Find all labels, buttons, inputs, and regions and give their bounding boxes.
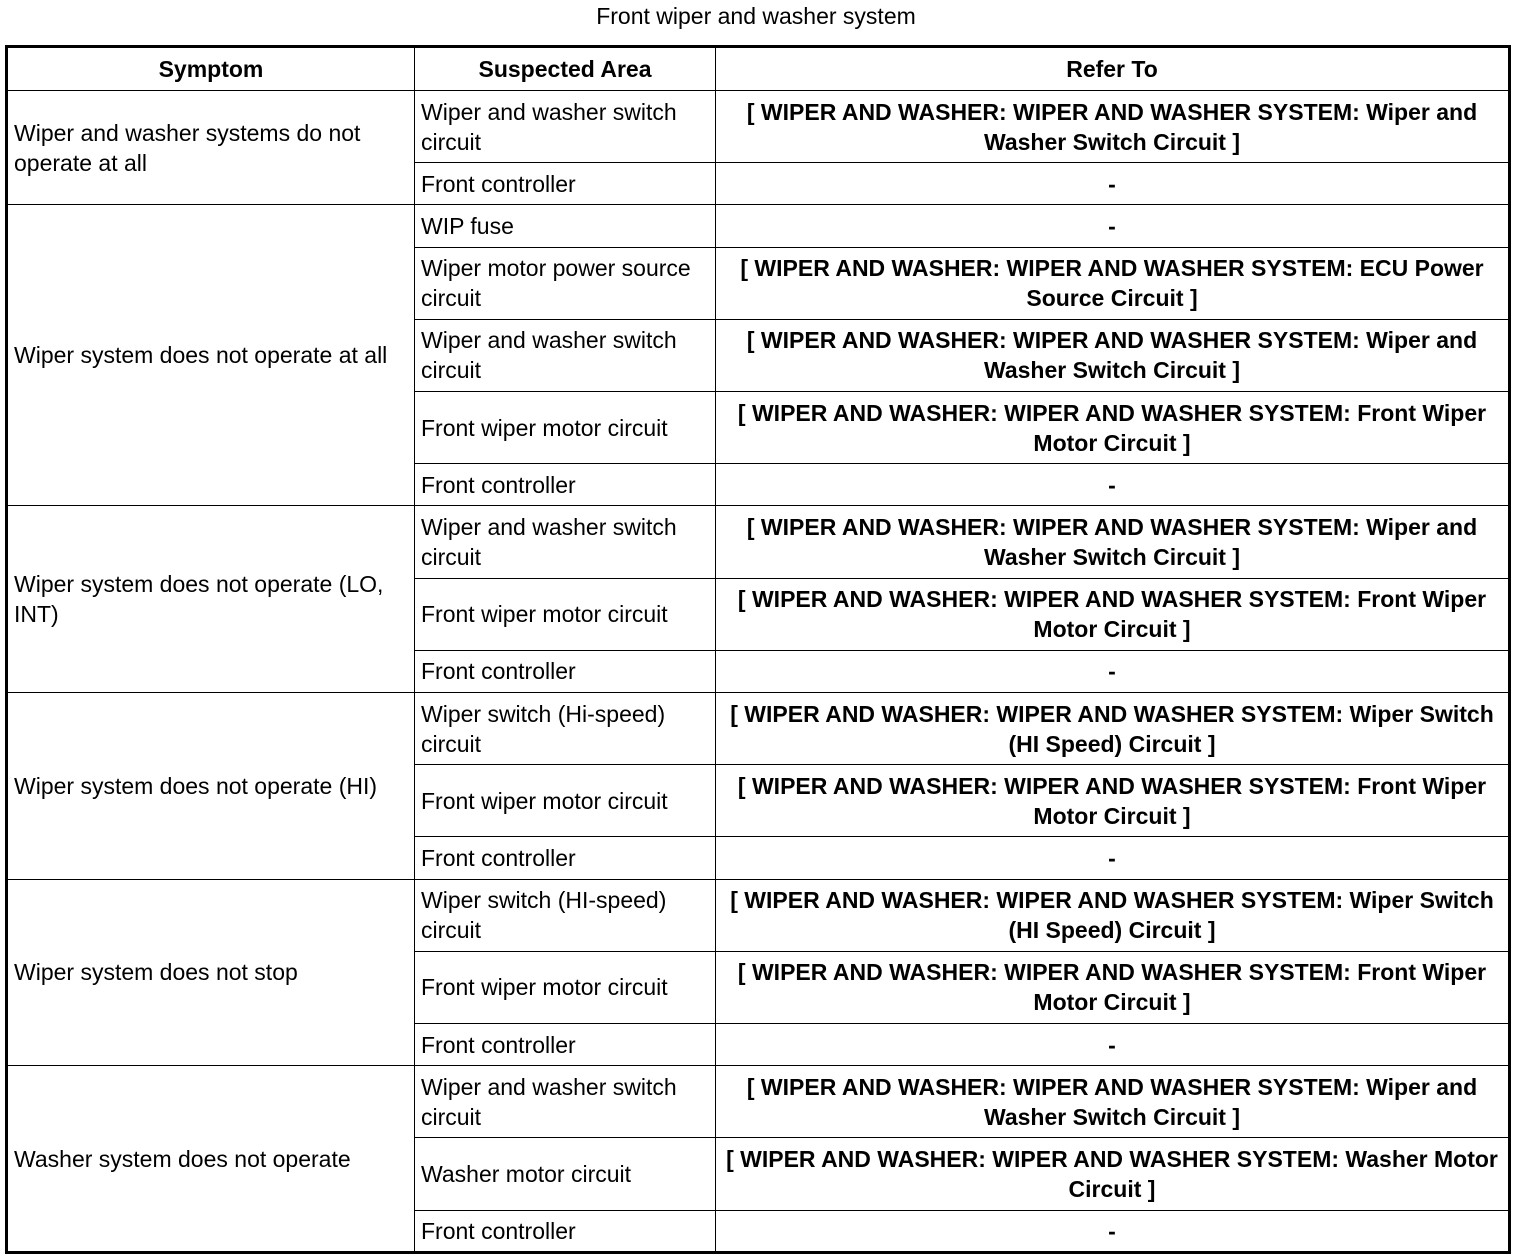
refer-to-cell: - — [716, 1024, 1510, 1066]
suspected-area-cell: WIP fuse — [415, 205, 716, 247]
suspected-area-cell: Wiper and washer switch circuit — [415, 319, 716, 391]
suspected-area-cell: Wiper and washer switch circuit — [415, 91, 716, 163]
suspected-area-cell: Front wiper motor circuit — [415, 578, 716, 650]
refer-to-cell: [ WIPER AND WASHER: WIPER AND WASHER SYSTEM: Front Wiper Motor Circuit ] — [716, 578, 1510, 650]
header-refer-to: Refer To — [716, 47, 1510, 91]
suspected-area-cell: Wiper switch (HI-speed) circuit — [415, 879, 716, 951]
symptom-cell: Wiper system does not stop — [7, 879, 415, 1066]
suspected-area-cell: Front wiper motor circuit — [415, 951, 716, 1023]
table-row — [7, 506, 1510, 578]
refer-to-cell: [ WIPER AND WASHER: WIPER AND WASHER SYSTEM: Front Wiper Motor Circuit ] — [716, 765, 1510, 837]
suspected-area-cell: Front controller — [415, 837, 716, 879]
suspected-area-cell: Front controller — [415, 464, 716, 506]
suspected-area-cell: Front wiper motor circuit — [415, 765, 716, 837]
refer-to-cell: - — [716, 837, 1510, 879]
suspected-area-cell: Front controller — [415, 1210, 716, 1252]
refer-to-cell: [ WIPER AND WASHER: WIPER AND WASHER SYSTEM: Wiper Switch (HI Speed) Circuit ] — [716, 692, 1510, 764]
refer-to-cell: - — [716, 205, 1510, 247]
refer-to-cell: [ WIPER AND WASHER: WIPER AND WASHER SYSTEM: Wiper and Washer Switch Circuit ] — [716, 1066, 1510, 1138]
header-suspected-area: Suspected Area — [415, 47, 716, 91]
refer-to-cell: [ WIPER AND WASHER: WIPER AND WASHER SYSTEM: ECU Power Source Circuit ] — [716, 247, 1510, 319]
table-row — [7, 1066, 1510, 1138]
suspected-area-cell: Wiper and washer switch circuit — [415, 1066, 716, 1138]
refer-to-cell: [ WIPER AND WASHER: WIPER AND WASHER SYSTEM: Wiper and Washer Switch Circuit ] — [716, 319, 1510, 391]
symptom-table — [5, 45, 1511, 1254]
header-symptom: Symptom — [7, 47, 415, 91]
refer-to-cell: [ WIPER AND WASHER: WIPER AND WASHER SYSTEM: Front Wiper Motor Circuit ] — [716, 951, 1510, 1023]
suspected-area-cell: Wiper motor power source circuit — [415, 247, 716, 319]
refer-to-cell: [ WIPER AND WASHER: WIPER AND WASHER SYSTEM: Wiper Switch (HI Speed) Circuit ] — [716, 879, 1510, 951]
symptom-cell: Wiper system does not operate at all — [7, 205, 415, 506]
refer-to-cell: - — [716, 650, 1510, 692]
suspected-area-cell: Front wiper motor circuit — [415, 391, 716, 463]
table-row — [7, 879, 1510, 951]
refer-to-cell: [ WIPER AND WASHER: WIPER AND WASHER SYSTEM: Front Wiper Motor Circuit ] — [716, 391, 1510, 463]
suspected-area-cell: Front controller — [415, 1024, 716, 1066]
refer-to-cell: - — [716, 1210, 1510, 1252]
table-caption: Front wiper and washer system — [596, 3, 916, 29]
suspected-area-cell: Wiper switch (Hi-speed) circuit — [415, 692, 716, 764]
refer-to-cell: - — [716, 464, 1510, 506]
refer-to-cell: [ WIPER AND WASHER: WIPER AND WASHER SYSTEM: Wiper and Washer Switch Circuit ] — [716, 91, 1510, 163]
refer-to-cell: [ WIPER AND WASHER: WIPER AND WASHER SYSTEM: Wiper and Washer Switch Circuit ] — [716, 506, 1510, 578]
suspected-area-cell: Washer motor circuit — [415, 1138, 716, 1210]
refer-to-cell: [ WIPER AND WASHER: WIPER AND WASHER SYSTEM: Washer Motor Circuit ] — [716, 1138, 1510, 1210]
suspected-area-cell: Front controller — [415, 163, 716, 205]
symptom-cell: Wiper and washer systems do not operate at all — [7, 91, 415, 205]
table-row — [7, 205, 1510, 247]
suspected-area-cell: Front controller — [415, 650, 716, 692]
refer-to-cell: - — [716, 163, 1510, 205]
symptom-cell: Washer system does not operate — [7, 1066, 415, 1253]
header-row — [7, 47, 1510, 91]
symptom-cell: Wiper system does not operate (LO, INT) — [7, 506, 415, 693]
table-row — [7, 692, 1510, 764]
suspected-area-cell: Wiper and washer switch circuit — [415, 506, 716, 578]
table-row — [7, 91, 1510, 163]
symptom-cell: Wiper system does not operate (HI) — [7, 692, 415, 879]
